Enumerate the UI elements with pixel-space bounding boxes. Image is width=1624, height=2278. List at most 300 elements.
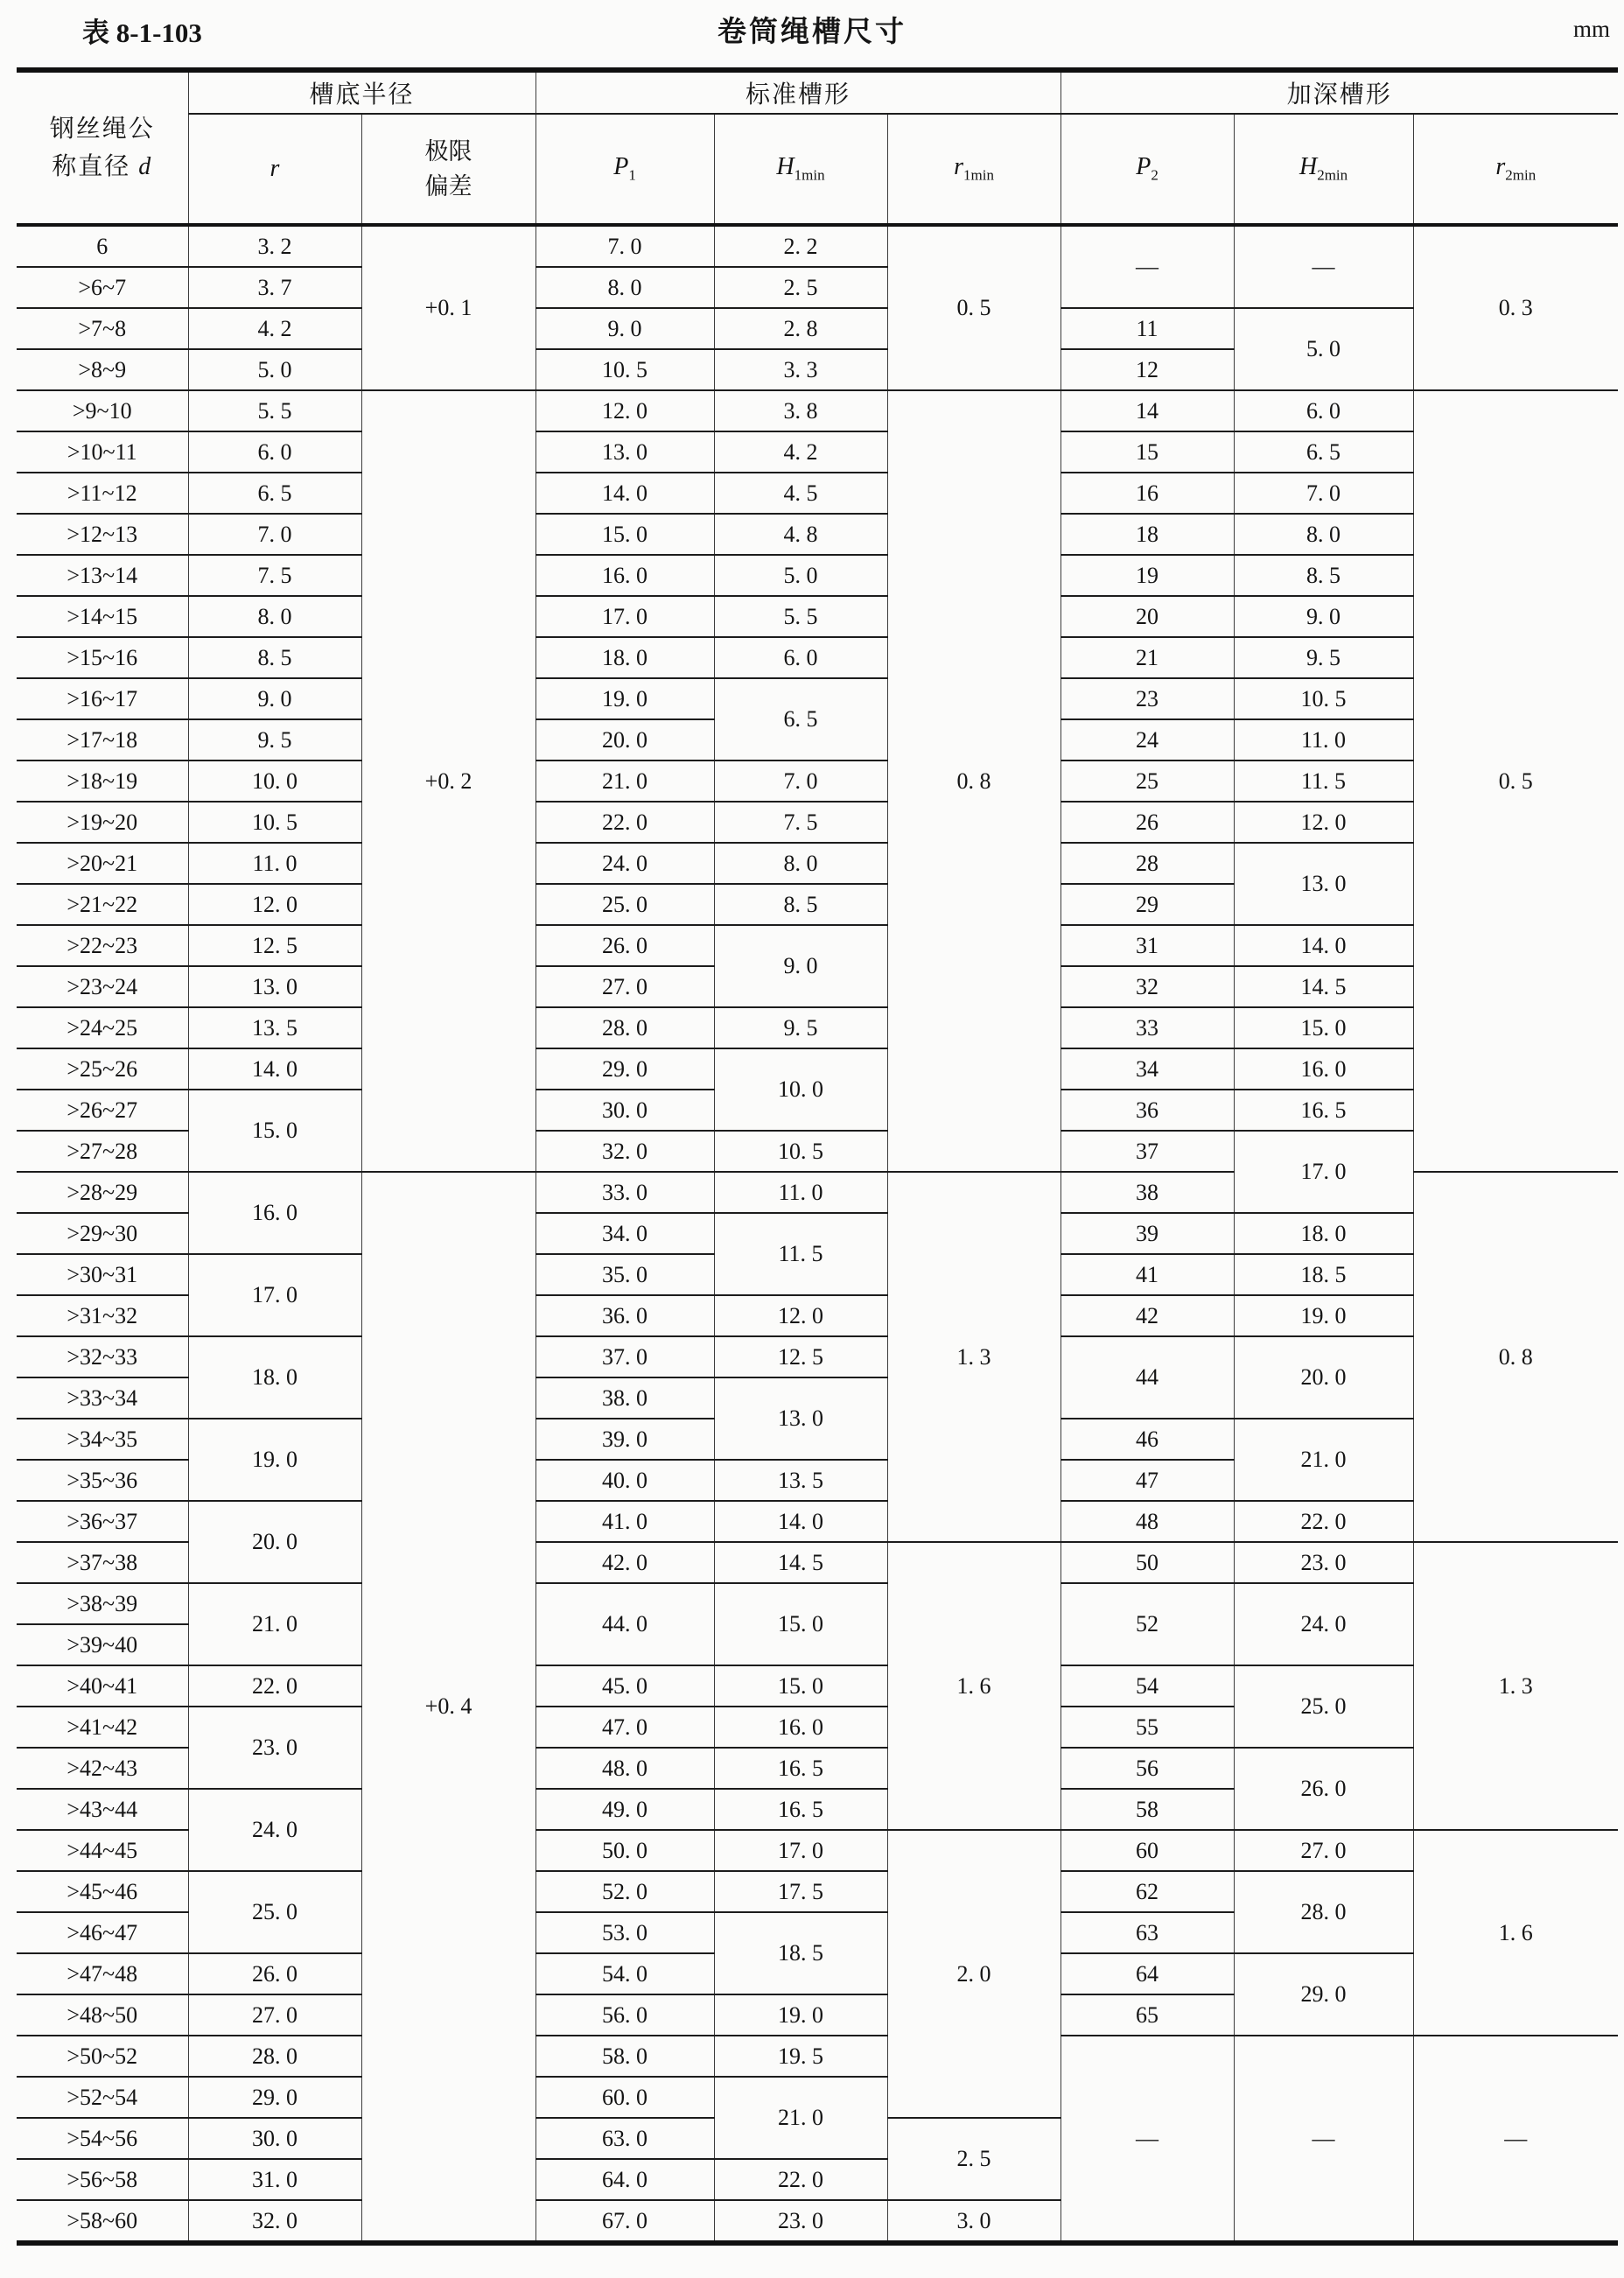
table-cell: >24~25 [17,1007,188,1048]
table-cell: 39 [1060,1213,1234,1254]
table-cell: 56 [1060,1748,1234,1789]
table-cell: 63 [1060,1912,1234,1953]
table-cell: 14. 0 [188,1048,361,1090]
table-cell: >42~43 [17,1748,188,1789]
table-cell: 8. 0 [1234,514,1413,555]
table-cell: 9. 5 [188,719,361,761]
table-cell: 18. 0 [1234,1213,1413,1254]
table-cell: 21. 0 [536,761,714,802]
table-cell: 4. 8 [714,514,887,555]
table-cell: +0. 4 [361,1172,536,2243]
table-cell: >20~21 [17,843,188,884]
table-cell: 18 [1060,514,1234,555]
table-cell: 15. 0 [1234,1007,1413,1048]
table-cell: >25~26 [17,1048,188,1090]
table-cell: 52 [1060,1583,1234,1665]
table-cell: +0. 1 [361,225,536,390]
table-cell: 14. 0 [536,473,714,514]
table-cell: 56. 0 [536,1994,714,2036]
table-cell: 15. 0 [714,1583,887,1665]
table-cell: 20 [1060,596,1234,637]
table-cell: >52~54 [17,2077,188,2118]
table-cell: 5. 5 [188,390,361,431]
table-cell: 8. 5 [1234,555,1413,596]
table-cell: 13. 0 [536,431,714,473]
table-cell: 33. 0 [536,1172,714,1213]
col-header-h2min: $H_{2min}$ [1234,114,1413,225]
table-cell: 63. 0 [536,2118,714,2159]
table-cell: 3. 8 [714,390,887,431]
table-cell: 21. 0 [188,1583,361,1665]
table-cell: 24. 0 [1234,1583,1413,1665]
table-cell: 6. 0 [714,637,887,678]
table-cell: 2. 8 [714,308,887,349]
table-row [17,2036,1618,2077]
table-cell: 23 [1060,678,1234,719]
table-cell: 1. 3 [1413,1542,1618,1830]
table-cell: 64. 0 [536,2159,714,2200]
table-cell: 41. 0 [536,1501,714,1542]
table-cell: 9. 0 [714,925,887,1007]
table-cell: 7. 0 [536,225,714,267]
table-cell: 11 [1060,308,1234,349]
table-cell: 15. 0 [714,1665,887,1707]
table-cell: 28. 0 [1234,1871,1413,1953]
table-cell: >45~46 [17,1871,188,1912]
table-cell: 12. 0 [1234,802,1413,843]
table-cell: >50~52 [17,2036,188,2077]
table-cell: 23. 0 [1234,1542,1413,1583]
table-cell: 32. 0 [536,1131,714,1172]
table-cell: >34~35 [17,1419,188,1460]
table-cell: 19. 0 [536,678,714,719]
table-cell: 2. 5 [714,267,887,308]
table-cell: 32. 0 [188,2200,361,2243]
group-header-standard-groove: 标准槽形 [536,70,1060,114]
table-cell: 23. 0 [188,1707,361,1789]
table-row [17,1665,1618,1707]
table-cell: 16. 5 [1234,1090,1413,1131]
table-cell: 11. 5 [714,1213,887,1295]
table-cell: 34. 0 [536,1213,714,1254]
table-cell: >11~12 [17,473,188,514]
table-cell: 17. 5 [714,1871,887,1912]
table-row [17,308,1618,349]
table-cell: 17. 0 [714,1830,887,1871]
table-cell: 35. 0 [536,1254,714,1295]
table-row [17,1871,1618,1912]
table-cell: 29. 0 [188,2077,361,2118]
table-cell: 36. 0 [536,1295,714,1336]
table-cell: >41~42 [17,1707,188,1748]
table-cell: 23. 0 [714,2200,887,2243]
table-cell: 17. 0 [536,596,714,637]
col-header-r: r [188,114,361,225]
table-cell: >39~40 [17,1624,188,1665]
table-cell: 19. 0 [714,1994,887,2036]
table-cell: >47~48 [17,1953,188,1994]
table-cell: 37 [1060,1131,1234,1172]
table-cell: 6 [17,225,188,267]
table-cell: 38 [1060,1172,1234,1213]
table-cell: 8. 5 [188,637,361,678]
table-cell: 45. 0 [536,1665,714,1707]
table-cell: 12. 5 [188,925,361,966]
table-row [17,431,1618,473]
table-row [17,637,1618,678]
table-cell: 20. 0 [1234,1336,1413,1419]
table-cell: 16 [1060,473,1234,514]
table-cell: 26 [1060,802,1234,843]
table-cell: 11. 0 [1234,719,1413,761]
table-cell: 16. 0 [714,1707,887,1748]
table-cell: 7. 0 [714,761,887,802]
table-cell: 36 [1060,1090,1234,1131]
table-cell: >22~23 [17,925,188,966]
table-cell: 34 [1060,1048,1234,1090]
table-cell: >32~33 [17,1336,188,1377]
table-cell: 54. 0 [536,1953,714,1994]
table-cell: 22. 0 [714,2159,887,2200]
table-cell: 18. 0 [188,1336,361,1419]
table-cell: 30. 0 [536,1090,714,1131]
table-cell: 4. 5 [714,473,887,514]
table-cell: 5. 5 [714,596,887,637]
col-header-p1: $P_1$ [536,114,714,225]
title-bar [0,0,1624,67]
table-cell: 62 [1060,1871,1234,1912]
table-cell: 26. 0 [188,1953,361,1994]
table-cell: 14. 0 [714,1501,887,1542]
table-cell: >58~60 [17,2200,188,2243]
table-cell: 22. 0 [1234,1501,1413,1542]
table-cell: 19. 0 [1234,1295,1413,1336]
unit-label: mm [1572,16,1610,42]
table-cell: 6. 5 [714,678,887,761]
table-row [17,596,1618,637]
table-row [17,1048,1618,1090]
table-cell: 8. 0 [714,843,887,884]
table-cell: 28. 0 [188,2036,361,2077]
table-cell: 52. 0 [536,1871,714,1912]
table-cell: 10. 5 [188,802,361,843]
table-cell: — [1234,225,1413,308]
table-cell: 7. 5 [188,555,361,596]
table-cell: 3. 7 [188,267,361,308]
group-header-row [17,70,1618,114]
table-cell: >44~45 [17,1830,188,1871]
table-cell: >18~19 [17,761,188,802]
table-cell: 48. 0 [536,1748,714,1789]
table-cell: 44. 0 [536,1583,714,1665]
table-cell: >29~30 [17,1213,188,1254]
table-cell: 7. 0 [1234,473,1413,514]
table-cell: — [1060,225,1234,308]
tolerance-header-text: 极限 偏差 [424,137,472,200]
table-cell: 11. 0 [188,843,361,884]
table-cell: 64 [1060,1953,1234,1994]
table-cell: 18. 0 [536,637,714,678]
table-cell: — [1060,2036,1234,2243]
table-cell: 3. 0 [887,2200,1060,2243]
table-cell: >26~27 [17,1090,188,1131]
table-cell: 16. 0 [1234,1048,1413,1090]
table-cell: >33~34 [17,1377,188,1419]
table-cell: >8~9 [17,349,188,390]
table-cell: 4. 2 [188,308,361,349]
table-cell: 21 [1060,637,1234,678]
table-cell: >28~29 [17,1172,188,1213]
table-cell: >27~28 [17,1131,188,1172]
table-cell: 17. 0 [1234,1131,1413,1213]
table-cell: 20. 0 [536,719,714,761]
table-cell: 10. 0 [714,1048,887,1131]
table-cell: 11. 0 [714,1172,887,1213]
table-cell: >46~47 [17,1912,188,1953]
table-cell: 8. 0 [188,596,361,637]
table-cell: 25. 0 [188,1871,361,1953]
drum-rope-groove-table [17,67,1618,2246]
table-cell: 26. 0 [536,925,714,966]
table-cell: 25. 0 [536,884,714,925]
table-cell: 14. 5 [714,1542,887,1583]
table-cell: 42. 0 [536,1542,714,1583]
table-cell: 19 [1060,555,1234,596]
col-header-r2min: $r_{2min}$ [1413,114,1618,225]
table-cell: >10~11 [17,431,188,473]
table-cell: 15 [1060,431,1234,473]
table-cell: 25. 0 [1234,1665,1413,1748]
table-row [17,390,1618,431]
table-cell: 1. 6 [887,1542,1060,1830]
table-cell: >30~31 [17,1254,188,1295]
table-cell: >36~37 [17,1501,188,1542]
table-cell: >19~20 [17,802,188,843]
table-cell: 14. 5 [1234,966,1413,1007]
table-cell: 14 [1060,390,1234,431]
table-cell: 47. 0 [536,1707,714,1748]
col-header-diameter [17,70,188,225]
table-cell: 9. 0 [188,678,361,719]
table-cell: 20. 0 [188,1501,361,1583]
table-row [17,1583,1618,1624]
group-header-groove-bottom-radius: 槽底半径 [188,70,536,114]
table-cell: 13. 0 [188,966,361,1007]
table-cell: >38~39 [17,1583,188,1624]
table-cell: 54 [1060,1665,1234,1707]
table-number-label: 表 8-1-103 [82,18,202,48]
table-cell: +0. 2 [361,390,536,1172]
table-cell: 7. 0 [188,514,361,555]
table-cell: 2. 2 [714,225,887,267]
table-cell: 28 [1060,843,1234,884]
table-cell: 0. 8 [887,390,1060,1172]
table-cell: >9~10 [17,390,188,431]
table-cell: 7. 5 [714,802,887,843]
table-cell: 48 [1060,1501,1234,1542]
table-cell: 46 [1060,1419,1234,1460]
table-cell: 67. 0 [536,2200,714,2243]
table-cell: 40. 0 [536,1460,714,1501]
table-cell: 9. 0 [1234,596,1413,637]
table-cell: 18. 5 [1234,1254,1413,1295]
table-cell: 18. 5 [714,1912,887,1994]
table-cell: 14. 0 [1234,925,1413,966]
table-cell: 26. 0 [1234,1748,1413,1830]
table-cell: >56~58 [17,2159,188,2200]
table-cell: 24. 0 [536,843,714,884]
table-cell: 12. 5 [714,1336,887,1377]
table-cell: 29. 0 [1234,1953,1413,2036]
table-row [17,925,1618,966]
group-header-deepened-groove: 加深槽形 [1060,70,1618,114]
table-cell: 15. 0 [536,514,714,555]
table-cell: 33 [1060,1007,1234,1048]
table-cell: 5. 0 [188,349,361,390]
page-title: 卷筒绳槽尺寸 [718,17,906,48]
table-cell: 58. 0 [536,2036,714,2077]
table-cell: 41 [1060,1254,1234,1295]
table-cell: — [1234,2036,1413,2243]
table-cell: — [1413,2036,1618,2243]
table-cell: 49. 0 [536,1789,714,1830]
table-row [17,1336,1618,1377]
table-cell: 10. 5 [536,349,714,390]
table-cell: 21. 0 [714,2077,887,2159]
table-cell: 13. 5 [714,1460,887,1501]
table-cell: 38. 0 [536,1377,714,1419]
table-cell: 16. 5 [714,1748,887,1789]
table-cell: 9. 5 [714,1007,887,1048]
table-cell: >12~13 [17,514,188,555]
diameter-header-text: 钢丝绳公 称直径 d [49,115,155,180]
table-cell: 10. 5 [1234,678,1413,719]
table-row [17,555,1618,596]
table-cell: >43~44 [17,1789,188,1830]
table-cell: 30. 0 [188,2118,361,2159]
table-cell: >17~18 [17,719,188,761]
table-cell: 6. 0 [1234,390,1413,431]
table-cell: 22. 0 [188,1665,361,1707]
table-cell: 1. 3 [887,1172,1060,1542]
table-cell: 44 [1060,1336,1234,1419]
table-cell: 32 [1060,966,1234,1007]
table-cell: >54~56 [17,2118,188,2159]
table-row [17,802,1618,843]
table-row [17,225,1618,267]
table-cell: 53. 0 [536,1912,714,1953]
table-cell: 15. 0 [188,1090,361,1172]
table-cell: 27. 0 [1234,1830,1413,1871]
table-cell: 0. 8 [1413,1172,1618,1542]
table-cell: >35~36 [17,1460,188,1501]
table-cell: 24. 0 [188,1789,361,1871]
table-cell: 9. 0 [536,308,714,349]
table-row [17,761,1618,802]
table-cell: >16~17 [17,678,188,719]
col-header-tolerance [361,114,536,225]
table-cell: 19. 0 [188,1419,361,1501]
table-cell: 12. 0 [714,1295,887,1336]
table-cell: 3. 2 [188,225,361,267]
table-cell: 29 [1060,884,1234,925]
table-row [17,678,1618,719]
table-cell: 27. 0 [536,966,714,1007]
table-cell: 60. 0 [536,2077,714,2118]
table-cell: 1. 6 [1413,1830,1618,2036]
table-row [17,514,1618,555]
table-cell: 10. 0 [188,761,361,802]
table-cell: 11. 5 [1234,761,1413,802]
table-cell: >13~14 [17,555,188,596]
table-cell: 13. 0 [714,1377,887,1460]
table-cell: 22. 0 [536,802,714,843]
table-cell: >14~15 [17,596,188,637]
table-cell: 2. 5 [887,2118,1060,2200]
table-cell: 4. 2 [714,431,887,473]
col-header-r1min: $r_{1min}$ [887,114,1060,225]
table-cell: 6. 5 [1234,431,1413,473]
table-cell: 10. 5 [714,1131,887,1172]
table-cell: 37. 0 [536,1336,714,1377]
table-cell: 17. 0 [188,1254,361,1336]
table-cell: 12. 0 [188,884,361,925]
table-cell: 12. 0 [536,390,714,431]
table-cell: 25 [1060,761,1234,802]
col-header-p2: $P_2$ [1060,114,1234,225]
table-cell: >15~16 [17,637,188,678]
table-cell: 27. 0 [188,1994,361,2036]
table-cell: 42 [1060,1295,1234,1336]
table-cell: 16. 5 [714,1789,887,1830]
table-cell: 0. 5 [887,225,1060,390]
table-cell: 8. 5 [714,884,887,925]
table-cell: >37~38 [17,1542,188,1583]
sub-header-row [17,114,1618,225]
table-cell: 65 [1060,1994,1234,2036]
table-cell: 12 [1060,349,1234,390]
table-cell: 0. 3 [1413,225,1618,390]
table-row [17,473,1618,514]
table-cell: 6. 0 [188,431,361,473]
table-cell: 58 [1060,1789,1234,1830]
table-cell: 5. 0 [1234,308,1413,390]
table-cell: 31. 0 [188,2159,361,2200]
table-cell: 47 [1060,1460,1234,1501]
table-cell: 55 [1060,1707,1234,1748]
col-header-h1min: $H_{1min}$ [714,114,887,225]
table-cell: 0. 5 [1413,390,1618,1172]
table-cell: 19. 5 [714,2036,887,2077]
table-cell: >6~7 [17,267,188,308]
table-cell: >23~24 [17,966,188,1007]
table-cell: 5. 0 [714,555,887,596]
table-cell: 6. 5 [188,473,361,514]
table-cell: 24 [1060,719,1234,761]
table-cell: >7~8 [17,308,188,349]
table-cell: 21. 0 [1234,1419,1413,1501]
table-cell: 16. 0 [188,1172,361,1254]
table-cell: 3. 3 [714,349,887,390]
table-cell: 13. 0 [1234,843,1413,925]
table-cell: >48~50 [17,1994,188,2036]
table-cell: 39. 0 [536,1419,714,1460]
table-cell: 29. 0 [536,1048,714,1090]
table-cell: 28. 0 [536,1007,714,1048]
table-cell: >31~32 [17,1295,188,1336]
table-cell: 50. 0 [536,1830,714,1871]
table-row [17,1007,1618,1048]
